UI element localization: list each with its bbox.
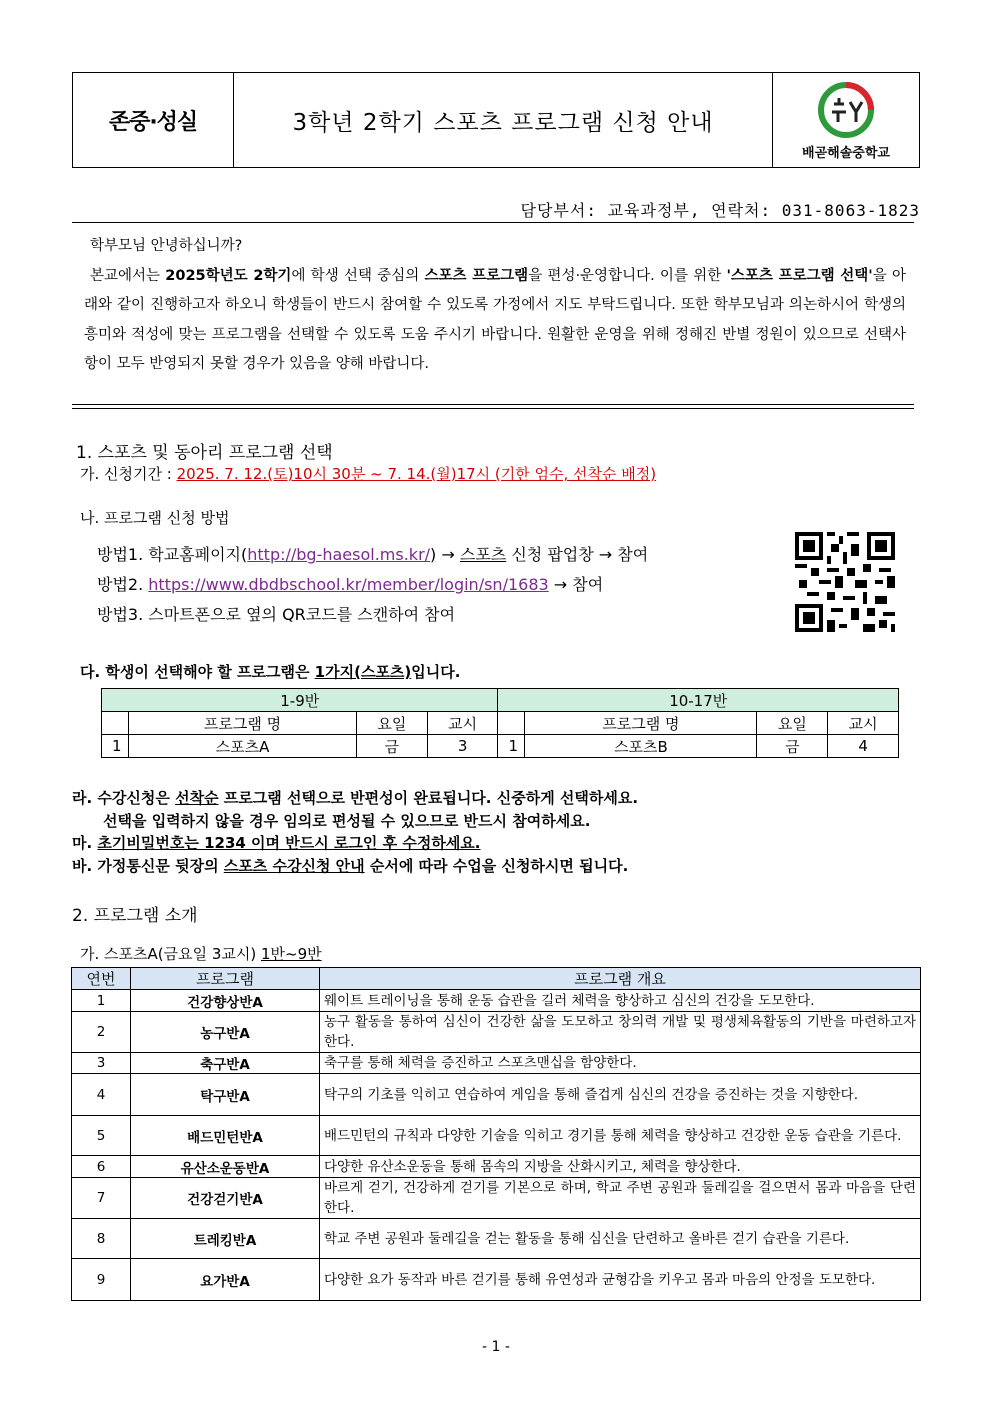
- contact-info: 담당부서: 교육과정부, 연락처: 031-8063-1823: [520, 201, 920, 220]
- school-motto: 존중·성실: [73, 73, 234, 167]
- row-program-name: 요가반A: [131, 1259, 320, 1301]
- group-header-left: 1-9반: [102, 689, 498, 712]
- logo-school-name: 배곧해솔중학교: [802, 145, 890, 161]
- row-number: 1: [72, 990, 131, 1012]
- row-description: 바르게 걷기, 건강하게 걷기를 기본으로 하며, 학교 주변 공원과 둘레길을 걸으면서 몸과 마음을 단련한다.: [320, 1178, 921, 1219]
- table-row: [72, 1178, 921, 1219]
- divider: [72, 408, 914, 409]
- col-program-name: 프로그램 명: [525, 712, 757, 735]
- note-ma: 마. 초기비밀번호는 1234 이며 반드시 로그인 후 수정하세요.: [72, 834, 481, 852]
- note-ra-2: 선택을 입력하지 않을 경우 임의로 편성될 수 있으므로 반드시 참여하세요.: [103, 812, 591, 830]
- row-program-name: 트레킹반A: [131, 1219, 320, 1259]
- program-subtitle: 가. 스포츠A(금요일 3교시) 1반~9반: [80, 945, 322, 963]
- row-program-name: 건강걷기반A: [131, 1178, 320, 1219]
- divider: [72, 404, 914, 405]
- table-row: [72, 1074, 921, 1116]
- row-number: 3: [72, 1053, 131, 1074]
- section1-title: 1. 스포츠 및 동아리 프로그램 선택: [76, 443, 333, 463]
- row-description: 농구 활동을 통하여 심신이 건강한 삶을 도모하고 창의력 개발 및 평생체육활동의 기반을 마련하고자 한다.: [320, 1012, 921, 1053]
- col-day: 요일: [757, 712, 828, 735]
- row-program-name: 탁구반A: [131, 1074, 320, 1116]
- class-schedule-table: [101, 688, 899, 758]
- col-overview: 프로그램 개요: [320, 968, 921, 990]
- school-emblem-icon: [816, 80, 876, 140]
- col-program-name: 프로그램 명: [128, 712, 356, 735]
- row-description: 웨이트 트레이닝을 통해 운동 습관을 길러 체력을 향상하고 심신의 건강을 도모한다.: [320, 990, 921, 1012]
- divider: [72, 222, 914, 223]
- row-number: 7: [72, 1178, 131, 1219]
- row-number: 9: [72, 1259, 131, 1301]
- table-row: [72, 990, 921, 1012]
- required-program-note: 다. 학생이 선택해야 할 프로그램은 1가지(스포츠)입니다.: [80, 663, 461, 681]
- table-row: [72, 1156, 921, 1178]
- row-number: 8: [72, 1219, 131, 1259]
- row-program-name: 건강향상반A: [131, 990, 320, 1012]
- row-number: 6: [72, 1156, 131, 1178]
- col-program: 프로그램: [131, 968, 320, 990]
- table-row: [72, 1259, 921, 1301]
- col-day: 요일: [357, 712, 428, 735]
- homepage-link[interactable]: http://bg-haesol.ms.kr/: [247, 545, 431, 564]
- section2-title: 2. 프로그램 소개: [72, 906, 198, 926]
- dbdbschool-link[interactable]: https://www.dbdbschool.kr/member/login/sn/1683: [148, 575, 549, 594]
- table-row: [72, 1116, 921, 1156]
- group-header-right: 10-17반: [498, 689, 899, 712]
- page-number: - 1 -: [482, 1339, 510, 1355]
- apply-method-title: 나. 프로그램 신청 방법: [80, 509, 230, 527]
- row-number: 4: [72, 1074, 131, 1116]
- school-logo: [772, 73, 919, 167]
- header-box: [72, 72, 920, 168]
- note-ba: 바. 가정통신문 뒷장의 스포츠 수강신청 안내 순서에 따라 수업을 신청하시면 됩니다.: [72, 857, 629, 875]
- table-row: [72, 1219, 921, 1259]
- page-title: 3학년 2학기 스포츠 프로그램 신청 안내: [292, 109, 714, 136]
- intro-body: 본교에서는 2025학년도 2학기에 학생 선택 중심의 스포츠 프로그램을 편성·운영합니다. 이를 위한 '스포츠 프로그램 선택'을 아래와 같이 진행하고자 하오니 학생들이 반드시 참여할 수 있도록 가정에서 지도 부탁드립니다. 또한 학부모님과 의논하시어 학생의 흥미와 적성에 맞는 프로그램을 선택할 수 있도록 도움 주시기 바랍니다. 원활한 운영을 위해 정해진 반별 정원이 있으므로 선택사항이 모두 반영되지 못할 경우가 있음을 양해 바랍니다.: [84, 267, 906, 372]
- table-row: [72, 1053, 921, 1074]
- row-program-name: 배드민턴반A: [131, 1116, 320, 1156]
- row-program-name: 유산소운동반A: [131, 1156, 320, 1178]
- method-3: 방법3. 스마트폰으로 옆의 QR코드를 스캔하여 참여: [97, 605, 456, 624]
- row-description: 배드민턴의 규칙과 다양한 기술을 익히고 경기를 통해 체력을 향상하고 건강한 운동 습관을 기른다.: [320, 1116, 921, 1156]
- row-program-name: 축구반A: [131, 1053, 320, 1074]
- row-description: 학교 주변 공원과 둘레길을 걷는 활동을 통해 심신을 단련하고 올바른 걷기 습관을 기른다.: [320, 1219, 921, 1259]
- table-row: [72, 1012, 921, 1053]
- row-description: 다양한 유산소운동을 통해 몸속의 지방을 산화시키고, 체력을 향상한다.: [320, 1156, 921, 1178]
- row-number: 5: [72, 1116, 131, 1156]
- note-ra: 라. 수강신청은 선착순 프로그램 선택으로 반편성이 완료됩니다. 신중하게 선택하세요.: [72, 789, 639, 807]
- table-row: 1 스포츠A 금 3 1 스포츠B 금 4: [102, 735, 899, 758]
- col-period: 교시: [427, 712, 498, 735]
- intro-paragraph: [84, 232, 906, 380]
- row-description: 탁구의 기초를 익히고 연습하여 게임을 통해 즐겁게 심신의 건강을 증진하는 것을 지향한다.: [320, 1074, 921, 1116]
- qr-code-icon[interactable]: [795, 532, 895, 632]
- method-2: 방법2. https://www.dbdbschool.kr/member/login/sn/1683 → 참여: [97, 575, 604, 594]
- method-1: 방법1. 학교홈페이지(http://bg-haesol.ms.kr/) → 스포츠 신청 팝업창 → 참여: [97, 545, 649, 564]
- program-table: [71, 967, 921, 1301]
- row-description: 축구를 통해 체력을 증진하고 스포츠맨십을 함양한다.: [320, 1053, 921, 1074]
- row-program-name: 농구반A: [131, 1012, 320, 1053]
- row-number: 2: [72, 1012, 131, 1053]
- col-period: 교시: [828, 712, 899, 735]
- row-description: 다양한 요가 동작과 바른 걷기를 통해 유연성과 균형감을 키우고 몸과 마음의 안정을 도모한다.: [320, 1259, 921, 1301]
- greeting: 학부모님 안녕하십니까?: [90, 238, 243, 254]
- col-number: 연번: [72, 968, 131, 990]
- apply-period: 가. 신청기간 : 2025. 7. 12.(토)10시 30분 ~ 7. 14.(월)17시 (기한 엄수, 선착순 배정): [80, 465, 657, 483]
